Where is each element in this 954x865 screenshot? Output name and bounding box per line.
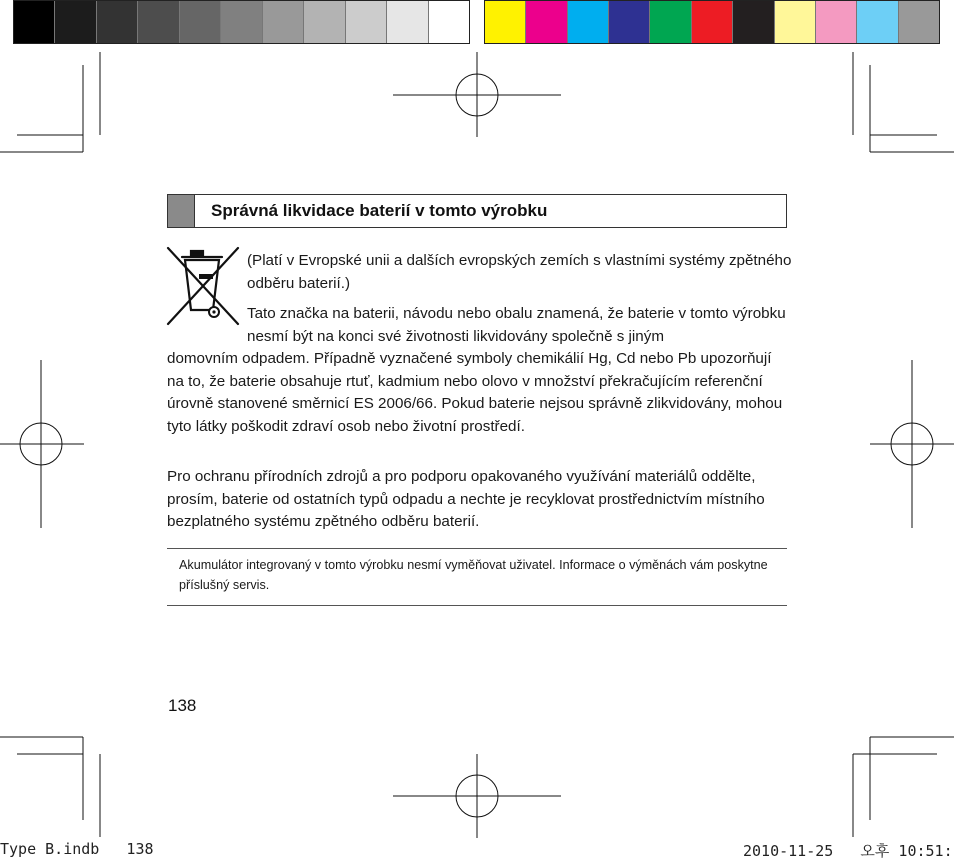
- page-number: 138: [168, 696, 197, 715]
- crossed-out-battery-bin-icon: [166, 246, 240, 326]
- print-slug-file: Type B.indb 138: [0, 840, 154, 858]
- heading-marker: [168, 195, 195, 227]
- applicability-paragraph: (Platí v Evropské unii a dalších evropských zemích s vlastními systémy zpětného odběru baterií.): [247, 252, 792, 292]
- symbol-meaning-paragraph-continued: domovním odpadem. Případně vyznačené symboly chemikálií Hg, Cd nebo Pb upozorňují na to, že baterie obsahuje rtuť, kadmium nebo olovo v množství překračujícím referenční úrovně stanovené směrnicí ES 2006/66. Pokud baterie nejsou správně zlikvidovány, mohou tyto látky poškodit zdraví osob nebo životní prostředí.: [167, 350, 783, 435]
- print-slug-timestamp: 2010-11-25 오후 10:51:: [743, 842, 953, 860]
- symbol-meaning-paragraph-start: Tato značka na baterii, návodu nebo obalu znamená, že baterie v tomto výrobku nesmí být na konci své životnosti likvidovány společně s jiným: [247, 305, 786, 345]
- recycling-paragraph: Pro ochranu přírodních zdrojů a pro podporu opakovaného využívání materiálů oddělte, prosím, baterie od ostatních typů odpadu a nechte je recyklovat prostřednictvím místního bezplatného systému zpětného odběru baterií.: [167, 468, 765, 530]
- section-heading: [167, 194, 787, 228]
- section-title: Správná likvidace baterií v tomto výrobku: [211, 201, 548, 220]
- battery-replacement-note: Akumulátor integrovaný v tomto výrobku nesmí vyměňovat uživatel. Informace o výměnách vám poskytne příslušný servis.: [167, 548, 787, 606]
